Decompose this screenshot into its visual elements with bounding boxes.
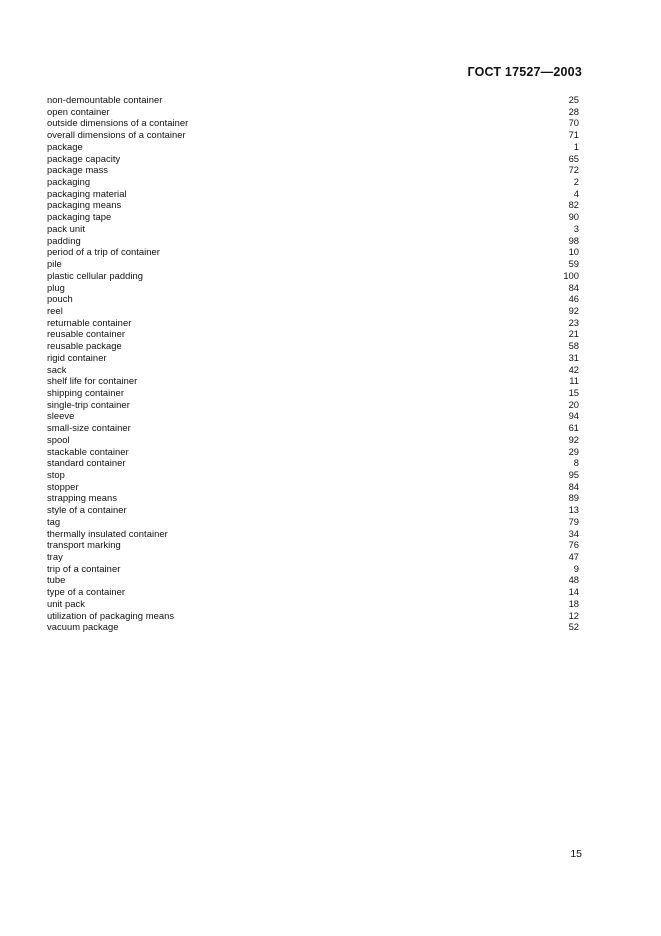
index-term: sack xyxy=(47,363,67,375)
index-entry xyxy=(47,188,579,200)
index-number: 46 xyxy=(568,293,579,305)
index-number: 92 xyxy=(568,304,579,316)
index-entry xyxy=(47,352,579,364)
index-entry xyxy=(47,481,579,493)
index-term: shelf life for container xyxy=(47,375,138,387)
index-number: 1 xyxy=(573,140,579,152)
index-entry xyxy=(47,305,579,317)
index-term: packaging means xyxy=(47,199,122,211)
index-term: spool xyxy=(47,433,70,445)
index-term: reusable package xyxy=(47,340,122,352)
index-entry xyxy=(47,434,579,446)
index-term: plug xyxy=(47,281,65,293)
index-number: 84 xyxy=(568,281,579,293)
index-term: utilization of packaging means xyxy=(47,609,175,621)
index-term: rigid container xyxy=(47,351,107,363)
term-index-list xyxy=(47,94,579,633)
index-number: 65 xyxy=(568,152,579,164)
index-entry xyxy=(47,340,579,352)
index-term: trip of a container xyxy=(47,562,121,574)
index-term: outside dimensions of a container xyxy=(47,117,189,129)
index-term: pile xyxy=(47,258,62,270)
index-entry xyxy=(47,516,579,528)
index-entry xyxy=(47,153,579,165)
index-entry xyxy=(47,199,579,211)
index-entry xyxy=(47,574,579,586)
index-number: 48 xyxy=(568,574,579,586)
index-entry xyxy=(47,164,579,176)
page-number: 15 xyxy=(570,848,582,860)
index-number: 82 xyxy=(568,199,579,211)
index-number: 70 xyxy=(568,117,579,129)
index-number: 34 xyxy=(568,527,579,539)
index-term: shipping container xyxy=(47,386,124,398)
index-entry xyxy=(47,282,579,294)
index-number: 12 xyxy=(568,609,579,621)
index-term: plastic cellular padding xyxy=(47,269,144,281)
index-number: 23 xyxy=(568,316,579,328)
index-entry xyxy=(47,457,579,469)
index-number: 3 xyxy=(573,222,579,234)
index-term: non-demountable container xyxy=(47,94,163,105)
index-entry xyxy=(47,539,579,551)
index-term: packaging material xyxy=(47,187,127,199)
index-number: 10 xyxy=(568,246,579,258)
index-number: 72 xyxy=(568,164,579,176)
index-entry xyxy=(47,610,579,622)
index-term: tray xyxy=(47,551,63,563)
index-term: transport marking xyxy=(47,539,121,551)
index-number: 100 xyxy=(563,269,579,281)
index-entry xyxy=(47,410,579,422)
document-standard-header: ГОСТ 17527—2003 xyxy=(467,65,582,79)
index-entry xyxy=(47,364,579,376)
index-entry xyxy=(47,422,579,434)
index-term: returnable container xyxy=(47,316,132,328)
index-entry xyxy=(47,94,579,106)
index-term: vacuum package xyxy=(47,621,119,633)
index-entry xyxy=(47,586,579,598)
index-term: package capacity xyxy=(47,152,121,164)
index-entry xyxy=(47,528,579,540)
index-entry xyxy=(47,551,579,563)
index-term: open container xyxy=(47,105,110,117)
index-number: 47 xyxy=(568,551,579,563)
index-entry xyxy=(47,211,579,223)
index-entry xyxy=(47,258,579,270)
index-term: pouch xyxy=(47,293,73,305)
index-entry xyxy=(47,293,579,305)
index-term: tag xyxy=(47,515,61,527)
index-number: 2 xyxy=(573,176,579,188)
index-term: style of a container xyxy=(47,504,127,516)
index-number: 71 xyxy=(568,129,579,141)
index-entry xyxy=(47,375,579,387)
index-term: reusable container xyxy=(47,328,126,340)
index-entry xyxy=(47,117,579,129)
index-number: 98 xyxy=(568,234,579,246)
index-number: 89 xyxy=(568,492,579,504)
index-term: period of a trip of container xyxy=(47,246,160,258)
index-number: 79 xyxy=(568,515,579,527)
index-entry xyxy=(47,129,579,141)
index-entry xyxy=(47,563,579,575)
index-term: stackable container xyxy=(47,445,129,457)
index-number: 15 xyxy=(568,386,579,398)
index-number: 14 xyxy=(568,586,579,598)
index-term: packaging tape xyxy=(47,211,112,223)
index-term: package mass xyxy=(47,164,109,176)
index-number: 11 xyxy=(569,375,579,387)
index-number: 92 xyxy=(568,433,579,445)
index-number: 21 xyxy=(568,328,579,340)
index-entry xyxy=(47,504,579,516)
index-entry xyxy=(47,176,579,188)
index-entry xyxy=(47,399,579,411)
index-number: 58 xyxy=(568,340,579,352)
index-entry xyxy=(47,446,579,458)
index-term: overall dimensions of a container xyxy=(47,129,186,141)
index-number: 4 xyxy=(573,187,579,199)
index-number: 28 xyxy=(568,105,579,117)
index-entry xyxy=(47,270,579,282)
index-term: reel xyxy=(47,304,63,316)
index-entry xyxy=(47,246,579,258)
index-term: padding xyxy=(47,234,81,246)
index-number: 29 xyxy=(568,445,579,457)
index-number: 20 xyxy=(568,398,579,410)
index-term: sleeve xyxy=(47,410,75,422)
index-term: standard container xyxy=(47,457,126,469)
index-number: 59 xyxy=(568,258,579,270)
index-number: 31 xyxy=(568,351,579,363)
index-number: 84 xyxy=(568,480,579,492)
index-entry xyxy=(47,328,579,340)
index-entry xyxy=(47,235,579,247)
index-entry xyxy=(47,492,579,504)
index-term: package xyxy=(47,140,83,152)
index-number: 42 xyxy=(568,363,579,375)
index-term: pack unit xyxy=(47,222,85,234)
index-term: stopper xyxy=(47,480,79,492)
index-number: 9 xyxy=(573,562,579,574)
index-term: type of a container xyxy=(47,586,126,598)
index-entry xyxy=(47,106,579,118)
index-number: 13 xyxy=(568,504,579,516)
index-term: thermally insulated container xyxy=(47,527,168,539)
index-term: strapping means xyxy=(47,492,118,504)
index-number: 61 xyxy=(568,422,579,434)
index-entry xyxy=(47,469,579,481)
index-number: 52 xyxy=(568,621,579,633)
index-entry xyxy=(47,387,579,399)
index-term: unit pack xyxy=(47,597,85,609)
index-term: tube xyxy=(47,574,66,586)
index-term: packaging xyxy=(47,176,91,188)
index-entry xyxy=(47,223,579,235)
index-number: 25 xyxy=(568,94,579,105)
index-number: 94 xyxy=(568,410,579,422)
index-number: 18 xyxy=(568,597,579,609)
index-number: 90 xyxy=(568,211,579,223)
index-number: 8 xyxy=(573,457,579,469)
index-entry xyxy=(47,598,579,610)
index-term: single-trip container xyxy=(47,398,130,410)
index-entry xyxy=(47,141,579,153)
index-entry xyxy=(47,621,579,633)
index-number: 76 xyxy=(568,539,579,551)
index-term: stop xyxy=(47,469,65,480)
index-term: small-size container xyxy=(47,422,131,434)
index-number: 95 xyxy=(568,469,579,480)
index-entry xyxy=(47,317,579,329)
